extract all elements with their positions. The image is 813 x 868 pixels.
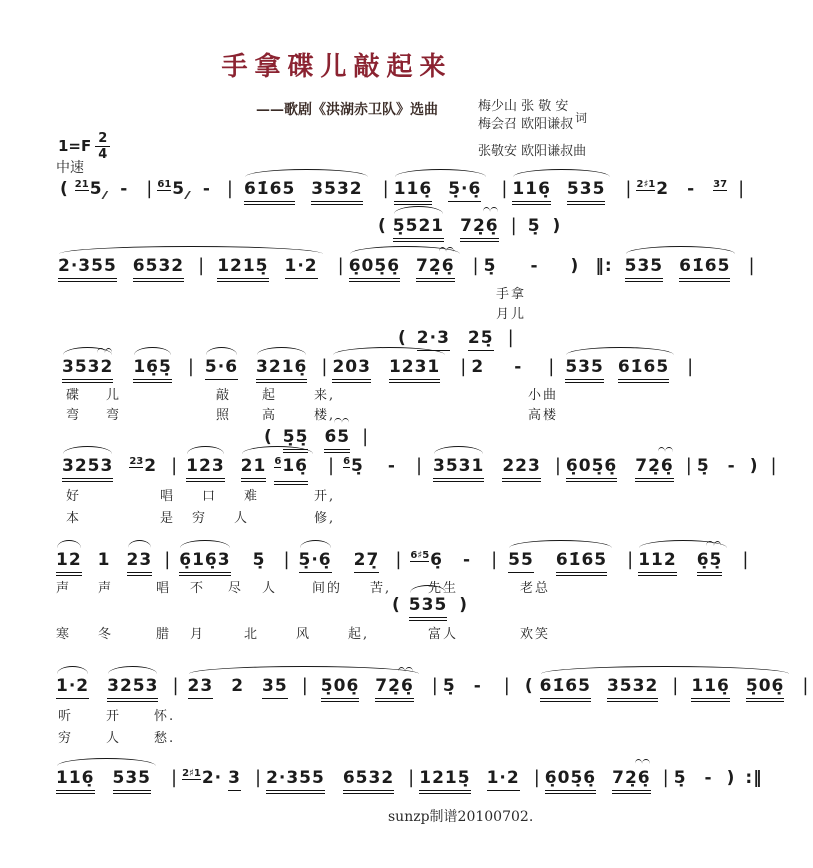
note-group: - [530,256,539,276]
lyric-word: 敲 [216,388,232,403]
system-3 [62,356,698,380]
note-group: 5̣ [673,768,687,788]
note-group: 1 [97,550,111,570]
note-group: 61̇65 [244,178,295,202]
note-group: $^{6♯5}$6̣ [410,550,443,570]
slur-group [244,178,369,202]
note-group: 5̣521 [393,215,444,239]
bar-line: | [662,767,670,788]
note-group: 5̣·6̣ [299,549,332,573]
lyric-word: 弯 [106,408,122,423]
note-group: 2·3 [417,327,450,351]
tempo-marking: 中速 [56,160,84,176]
bar-line: | [321,356,329,377]
mordent-hump [665,447,673,452]
note-group: 116̣ [56,767,95,791]
note-group [713,178,728,203]
note-group: ) [552,216,562,236]
note-group: 23 [188,675,214,699]
system-6 [56,675,813,699]
lyric-word: 尽 [228,581,244,596]
note-group: 2·355 [266,767,325,791]
lyric-word: 是 [160,511,176,526]
lyric-word: 本 [66,511,82,526]
note-group: - [473,676,482,696]
bar-line: | [337,255,345,276]
mordent-icon [398,667,413,672]
note-group: 1·2 [487,767,520,791]
note-group: 5̣ [252,550,266,570]
lyricist-role: 词 [575,111,588,125]
bar-line: | [226,178,234,199]
bar-line: | [625,178,633,199]
note-group: $^{23}$2 [129,456,158,476]
grace-note: 6♯5 [410,550,430,561]
lyric-word: 人 [106,731,122,746]
note-group: $^{2♯1}$2· [182,768,223,788]
note-group: 116̣ [394,178,433,202]
slur-group [58,255,324,279]
note-group: 1215̣ [217,255,268,279]
note-group: 6̇5 [324,426,350,450]
mordent-icon [334,418,349,423]
lyric-word: 人 [234,511,250,526]
lyric-word: 照 [216,408,232,423]
bar-line: | [472,255,480,276]
note-group: - [687,179,696,199]
bar-line: | [415,455,424,476]
note-group: 3532 [607,675,658,699]
grace-note: 23 [129,456,144,467]
note-group: 5̣ [696,456,710,476]
bar-line: | [382,178,390,199]
lyric-word: 冬 [98,627,114,642]
note-group: - [120,179,129,199]
note-group: 203 [332,356,371,380]
note-group: 116̣ [512,178,551,202]
note-group: $^{2♯1}$2 [636,179,670,199]
slur-group [512,178,611,202]
lyric-word: 月儿 [496,307,527,322]
note-group: - [463,550,472,570]
note-group: 5̣5̣ [283,426,309,450]
credits-block [478,98,587,161]
lyric-word: 欢笑 [520,627,551,642]
bar-line: | [172,675,180,696]
lyric-word: 好 [66,489,82,504]
bar-line: | [431,675,439,696]
lyric-word: 听 [58,709,74,724]
mordent-hump [342,418,350,423]
note-group: 1231 [389,356,440,380]
note-group: 3531 [433,455,484,479]
mordent-hump [398,667,406,672]
note-group: 72̣6̣ [460,215,499,239]
system-5 [56,549,753,574]
slur-group [508,549,613,573]
mordent-hump [439,247,447,252]
lyric-word: 高楼 [528,408,559,423]
mordent-hump [490,207,498,212]
note-group: 6532 [133,255,184,279]
note-group: 5·6 [205,356,238,380]
bar-line: | [685,455,693,476]
note-group: 116̣ [691,675,730,699]
bar-line: | [510,215,518,236]
mordent-hump [635,759,643,764]
slur-group [565,356,675,380]
note-group: 6̣05̣6̣ [566,455,617,479]
lyric-word: 月 [190,627,206,642]
lyric-word: 楼, [314,408,336,423]
mordent-icon [706,541,721,546]
note-group: 61̇65 [679,255,730,279]
bar-line: | [171,767,179,788]
page-title: 手拿碟儿敲起来 [221,52,453,82]
note-group: 72̣6̣ [416,255,455,279]
slur-group [241,455,314,482]
note-group: 61̇65 [556,549,607,573]
note-group: 5̣06̣ [746,675,785,699]
bar-line: | [146,178,154,199]
bar-line: | [503,675,511,696]
note-group: 3 [228,767,241,791]
lyric-word: 富人 [428,627,459,642]
note-group: $^6$5̣ [343,456,364,476]
note-group: - [727,456,736,476]
bar-line: | [742,549,750,570]
note-group: 16̣5̣ [133,356,172,380]
note-group: 5̣ [483,256,497,276]
bar-line: | [533,767,541,788]
note-group: 61̇65 [618,356,669,380]
bar-line: | [738,178,746,199]
note-group: 3253 [107,675,158,699]
note-group: 6̣5̣ [697,549,723,573]
lyric-word: 起 [262,388,278,403]
grace-note: 2♯1 [182,768,201,779]
slur-group [540,675,791,699]
note-group: 55 [508,549,534,573]
note-group: 123 [186,455,225,479]
note-group: ( [398,328,407,348]
lyric-word: 唱 [156,581,172,596]
note-group: 72̣6̣ [635,455,674,479]
note-group: - [514,357,523,377]
note-group: 35 [262,675,288,699]
bar-line: | [627,549,635,570]
meter-numerator: 2 [95,132,110,147]
note-group: $^{21}5_{⁄⁄}$ [74,179,106,202]
note-group: 25̣ [468,327,494,351]
note-group: 2·355 [58,255,117,279]
note-group: 535 [409,594,448,618]
bar-line: | [187,356,195,377]
tremolo-icon: ⁄⁄ [103,189,106,202]
note-group: 6̣05̣6̣ [545,767,596,791]
lyricist-line-2: 梅会召 欧阳谦叔 [478,117,574,132]
bar-line: | [254,767,263,788]
lyric-word: 开, [314,489,336,504]
system-7 [56,767,769,792]
system-1 [60,178,749,203]
slur-group [332,356,446,380]
note-group: 535 [565,356,604,380]
lyric-word: 起, [348,627,370,642]
lyric-word: 修, [314,511,336,526]
lyric-word: 老总 [520,581,551,596]
slur-group [625,255,737,279]
note-group: ) [570,256,580,276]
note-group: ( [378,216,387,236]
bar-line: | [501,178,509,199]
slur-group [394,178,488,202]
bar-line: | [548,356,556,377]
note-group: ) [726,768,736,788]
note-group: 223 [502,455,541,479]
mordent-hump [105,348,113,353]
lyric-word: 怀. [154,709,176,724]
note-group: 112 [638,549,677,573]
bar-line: | [164,549,172,570]
lyric-word: 苦, [370,581,392,596]
time-signature [95,132,110,161]
system-2 [58,255,760,279]
bar-line: | [507,327,515,348]
system-4 [62,455,782,482]
bar-line: | [283,549,291,570]
note-group: 2 [231,676,245,696]
pickup-5 [392,594,474,618]
note-group: 72̣6̣ [612,767,651,791]
lyric-word: 风 [296,627,312,642]
note-group: 23 [127,549,153,573]
note-group: 72̣6̣ [375,675,414,699]
bar-line: | [408,767,416,788]
lyric-word: 弯 [66,408,82,423]
note-group: 6532 [343,767,394,791]
note-group: 3532 [62,356,113,380]
bar-line: | [802,675,810,696]
note-group: - [704,768,713,788]
mordent-icon [658,447,673,452]
mordent-hump [405,667,413,672]
note-group: 5̣ [527,216,541,236]
bar-line: | [198,255,206,276]
composer-line: 张敬安 欧阳谦叔曲 [478,144,587,159]
lyric-word: 碟 [66,388,82,403]
lyric-word: 愁. [154,731,176,746]
note-group: 12 [56,549,82,573]
mordent-icon [97,348,112,353]
bar-line: | [395,549,403,570]
mordent-hump [714,541,722,546]
note-group: 2 [471,357,485,377]
lyric-word: 儿 [106,388,122,403]
lyric-word: 寒 [56,627,72,642]
mordent-hump [446,247,454,252]
note-group: 21 [241,455,267,479]
note-group: $^{61}5_{⁄⁄}$ [157,179,188,202]
note-group: ( [392,595,401,615]
tremolo-icon: ⁄⁄ [186,189,188,202]
lyric-word: 开 [106,709,122,724]
note-group: 6̣05̣6̣ [349,255,400,279]
lyric-word: 间的 [312,581,343,596]
grace-note: 37 [713,179,728,190]
note-group: ( [524,676,534,696]
bar-line: | [491,549,499,570]
mordent-hump [97,348,105,353]
note-group: 3253 [62,455,113,479]
slur-group [638,549,728,573]
mordent-icon [439,247,454,252]
note-group: 1215̣ [419,767,470,791]
note-group: ) [459,595,469,615]
bar-line: | [460,356,468,377]
grace-note: 2♯1 [636,179,656,190]
slur-group [349,255,461,279]
lyric-word: 手拿 [496,287,527,302]
mordent-hump [334,418,342,423]
slur-group [188,675,420,699]
bar-line: | [327,455,336,476]
lyric-word: 先生 [428,581,459,596]
lyric-word: 唱 [160,489,176,504]
lyricist-names [478,98,573,134]
note-group: ( [264,427,273,447]
mordent-icon [483,207,498,212]
meter-denominator: 4 [98,147,108,162]
bar-line: | [301,675,309,696]
note-group: 27̣ [354,549,380,573]
lyric-word: 小曲 [528,388,559,403]
bar-line: | [770,455,778,476]
grace-note: 6 [343,456,351,467]
note-group: 3216̣ [256,356,307,380]
lyric-word: 难 [244,489,260,504]
bar-line: | [687,356,695,377]
lyric-word: 声 [56,581,72,596]
footer-credit: sunzp制谱20100702. [388,809,534,825]
bar-line: | [362,426,370,447]
key-label: 1=F [58,137,92,155]
bar-line: | [672,675,680,696]
lyric-word: 人 [262,581,278,596]
subtitle: ——歌剧《洪湖赤卫队》选曲 [256,102,438,118]
slur-group [56,767,157,791]
lyric-word: 腊 [156,627,172,642]
note-group: :‖ [745,768,763,788]
interlude-1 [378,215,567,239]
mordent-icon [635,759,650,764]
lyric-word: 北 [244,627,260,642]
note-group: - [202,179,211,199]
grace-note: 61 [157,179,172,190]
bar-line: | [748,255,756,276]
lyric-word: 穷 [58,731,74,746]
note-group: 5̣·6̣ [448,178,481,202]
lyric-word: 声 [98,581,114,596]
mordent-hump [658,447,666,452]
grace-note: 6 [274,456,282,467]
note-group: 1·2 [285,255,318,279]
mordent-hump [706,541,714,546]
bar-line: | [171,455,179,476]
note-group: 535 [567,178,606,202]
note-group: ( [60,179,69,199]
note-group: 535 [625,255,664,279]
bar-line: | [554,455,562,476]
note-group: 1·2 [56,675,89,699]
lyric-word: 不 [190,581,206,596]
note-group: 6̣16̣3 [179,549,230,573]
grace-note: 21 [74,179,89,190]
note-group: $^6$16̣ [274,455,308,482]
mordent-hump [642,759,650,764]
note-group: 535 [113,767,152,791]
lyric-word: 口 [202,489,218,504]
note-group: 61̇65 [540,675,591,699]
note-group: ‖: [595,256,613,276]
mordent-hump [483,207,491,212]
lyric-word: 穷 [192,511,208,526]
lyric-word: 来, [314,388,336,403]
note-group: 5̣06̣ [321,675,360,699]
note-group: 3532 [311,178,362,202]
lyricist-line-1: 梅少山 张 敬 安 [478,99,569,114]
note-group: - [387,456,396,476]
note-group: ) [749,456,759,476]
lyric-word: 高 [262,408,278,423]
note-group: 5̣ [442,676,456,696]
